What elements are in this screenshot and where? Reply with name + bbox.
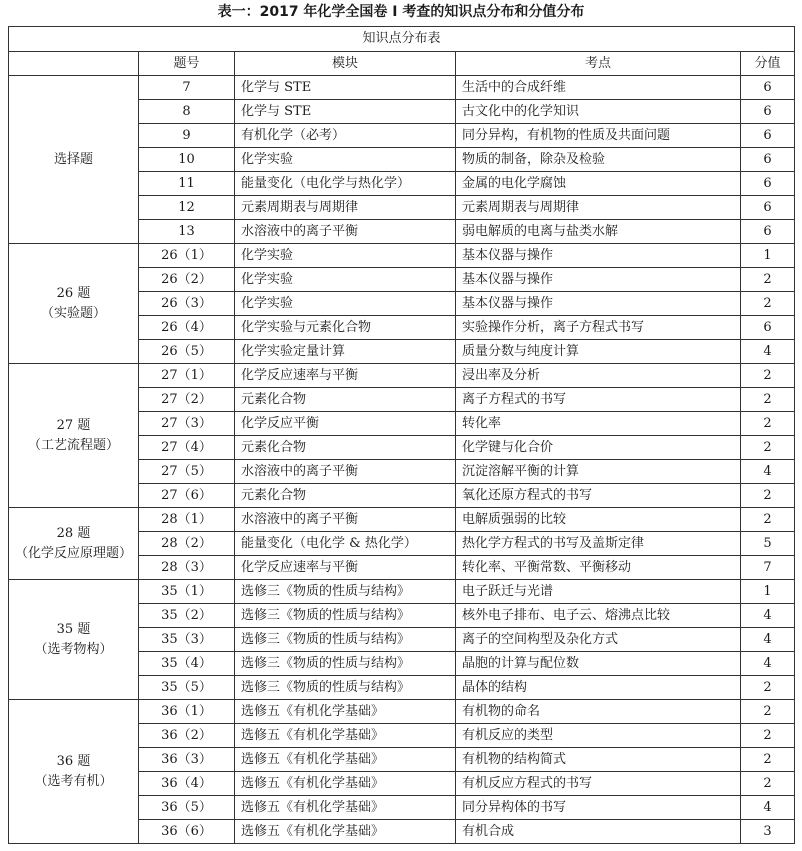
question-number: 28（1） [139, 508, 235, 532]
question-number: 36（3） [139, 748, 235, 772]
knowledge-distribution-table [8, 26, 795, 844]
question-number: 36（1） [139, 700, 235, 724]
section-label-line: 26 题 [56, 285, 91, 301]
point-cell: 有机反应方程式的书写 [456, 772, 741, 796]
score-cell: 6 [741, 100, 795, 124]
section-label-line: 27 题 [56, 417, 91, 433]
header-point: 考点 [456, 52, 741, 76]
point-cell: 离子的空间构型及杂化方式 [456, 628, 741, 652]
question-number: 27（2） [139, 388, 235, 412]
module-cell: 选修三《物质的性质与结构》 [235, 676, 456, 700]
score-cell: 5 [741, 532, 795, 556]
score-cell: 6 [741, 196, 795, 220]
question-number: 9 [139, 124, 235, 148]
module-cell: 水溶液中的离子平衡 [235, 460, 456, 484]
question-number: 28（3） [139, 556, 235, 580]
score-cell: 1 [741, 580, 795, 604]
module-cell: 元素周期表与周期律 [235, 196, 456, 220]
score-cell: 2 [741, 676, 795, 700]
question-number: 35（4） [139, 652, 235, 676]
score-cell: 4 [741, 604, 795, 628]
header-category [9, 52, 139, 76]
module-cell: 化学实验 [235, 292, 456, 316]
point-cell: 有机物的结构简式 [456, 748, 741, 772]
question-number: 36（5） [139, 796, 235, 820]
question-number: 35（2） [139, 604, 235, 628]
table-caption: 表一：2017 年化学全国卷 I 考查的知识点分布和分值分布 [217, 4, 585, 20]
score-cell: 2 [741, 412, 795, 436]
table-body [9, 76, 795, 844]
question-number: 8 [139, 100, 235, 124]
section-label [9, 76, 139, 244]
point-cell: 基本仪器与操作 [456, 244, 741, 268]
point-cell: 基本仪器与操作 [456, 292, 741, 316]
score-cell: 6 [741, 124, 795, 148]
point-cell: 实验操作分析，离子方程式书写 [456, 316, 741, 340]
section-label-line: （选考物构） [34, 641, 113, 657]
section-label-line: 35 题 [56, 621, 91, 637]
point-cell: 化学键与化合价 [456, 436, 741, 460]
question-number: 12 [139, 196, 235, 220]
module-cell: 选修五《有机化学基础》 [235, 796, 456, 820]
section-label [9, 580, 139, 700]
question-number: 10 [139, 148, 235, 172]
module-cell: 化学反应速率与平衡 [235, 364, 456, 388]
score-cell: 4 [741, 460, 795, 484]
section-label-line: 选择题 [53, 151, 93, 167]
score-cell: 6 [741, 316, 795, 340]
point-cell: 古文化中的化学知识 [456, 100, 741, 124]
module-cell: 元素化合物 [235, 388, 456, 412]
question-number: 7 [139, 76, 235, 100]
module-cell: 化学实验 [235, 244, 456, 268]
module-cell: 化学反应速率与平衡 [235, 556, 456, 580]
score-cell: 2 [741, 292, 795, 316]
module-cell: 化学实验 [235, 148, 456, 172]
point-cell: 物质的制备，除杂及检验 [456, 148, 741, 172]
score-cell: 1 [741, 244, 795, 268]
score-cell: 4 [741, 796, 795, 820]
point-cell: 浸出率及分析 [456, 364, 741, 388]
header-score: 分值 [741, 52, 795, 76]
point-cell: 基本仪器与操作 [456, 268, 741, 292]
question-number: 35（3） [139, 628, 235, 652]
score-cell: 2 [741, 484, 795, 508]
question-number: 36（6） [139, 820, 235, 844]
question-number: 26（3） [139, 292, 235, 316]
question-number: 11 [139, 172, 235, 196]
question-number: 35（1） [139, 580, 235, 604]
point-cell: 弱电解质的电离与盐类水解 [456, 220, 741, 244]
question-number: 26（4） [139, 316, 235, 340]
module-cell: 选修三《物质的性质与结构》 [235, 580, 456, 604]
score-cell: 2 [741, 724, 795, 748]
section-label-line: （实验题） [40, 305, 106, 321]
question-number: 27（6） [139, 484, 235, 508]
module-cell: 选修五《有机化学基础》 [235, 724, 456, 748]
table-row [9, 244, 795, 268]
module-cell: 水溶液中的离子平衡 [235, 220, 456, 244]
point-cell: 晶体的结构 [456, 676, 741, 700]
section-label-line: 28 题 [56, 525, 91, 541]
module-cell: 选修三《物质的性质与结构》 [235, 652, 456, 676]
score-cell: 2 [741, 772, 795, 796]
table-row [9, 364, 795, 388]
score-cell: 4 [741, 652, 795, 676]
module-cell: 选修五《有机化学基础》 [235, 772, 456, 796]
point-cell: 氧化还原方程式的书写 [456, 484, 741, 508]
module-cell: 能量变化（电化学与热化学） [235, 172, 456, 196]
point-cell: 有机反应的类型 [456, 724, 741, 748]
question-number: 35（5） [139, 676, 235, 700]
score-cell: 6 [741, 76, 795, 100]
table-row [9, 700, 795, 724]
section-label-line: 36 题 [56, 753, 91, 769]
module-cell: 化学实验与元素化合物 [235, 316, 456, 340]
module-cell: 能量变化（电化学 & 热化学） [235, 532, 456, 556]
section-label [9, 700, 139, 844]
score-cell: 6 [741, 220, 795, 244]
point-cell: 热化学方程式的书写及盖斯定律 [456, 532, 741, 556]
score-cell: 4 [741, 340, 795, 364]
module-cell: 选修五《有机化学基础》 [235, 748, 456, 772]
question-number: 28（2） [139, 532, 235, 556]
point-cell: 生活中的合成纤维 [456, 76, 741, 100]
score-cell: 6 [741, 148, 795, 172]
score-cell: 7 [741, 556, 795, 580]
table-row [9, 508, 795, 532]
module-cell: 化学实验 [235, 268, 456, 292]
section-label [9, 364, 139, 508]
table-title: 知识点分布表 [9, 27, 795, 52]
module-cell: 选修三《物质的性质与结构》 [235, 604, 456, 628]
table-row [9, 76, 795, 100]
question-number: 36（2） [139, 724, 235, 748]
score-cell: 3 [741, 820, 795, 844]
question-number: 27（4） [139, 436, 235, 460]
point-cell: 同分异构体的书写 [456, 796, 741, 820]
point-cell: 电子跃迁与光谱 [456, 580, 741, 604]
score-cell: 2 [741, 364, 795, 388]
module-cell: 化学与 STE [235, 100, 456, 124]
point-cell: 电解质强弱的比较 [456, 508, 741, 532]
point-cell: 离子方程式的书写 [456, 388, 741, 412]
module-cell: 选修五《有机化学基础》 [235, 820, 456, 844]
section-label [9, 244, 139, 364]
question-number: 13 [139, 220, 235, 244]
question-number: 27（5） [139, 460, 235, 484]
point-cell: 质量分数与纯度计算 [456, 340, 741, 364]
point-cell: 同分异构，有机物的性质及共面问题 [456, 124, 741, 148]
score-cell: 2 [741, 388, 795, 412]
question-number: 26（5） [139, 340, 235, 364]
section-label-line: （化学反应原理题） [14, 545, 132, 561]
score-cell: 2 [741, 268, 795, 292]
question-number: 27（1） [139, 364, 235, 388]
section-label-line: （工艺流程题） [27, 437, 119, 453]
point-cell: 有机合成 [456, 820, 741, 844]
module-cell: 选修三《物质的性质与结构》 [235, 628, 456, 652]
module-cell: 选修五《有机化学基础》 [235, 700, 456, 724]
point-cell: 有机物的命名 [456, 700, 741, 724]
score-cell: 2 [741, 700, 795, 724]
module-cell: 有机化学（必考） [235, 124, 456, 148]
point-cell: 转化率 [456, 412, 741, 436]
table-row [9, 580, 795, 604]
score-cell: 2 [741, 508, 795, 532]
module-cell: 化学反应平衡 [235, 412, 456, 436]
section-label [9, 508, 139, 580]
module-cell: 元素化合物 [235, 484, 456, 508]
point-cell: 金属的电化学腐蚀 [456, 172, 741, 196]
question-number: 26（2） [139, 268, 235, 292]
score-cell: 4 [741, 628, 795, 652]
module-cell: 化学实验定量计算 [235, 340, 456, 364]
point-cell: 元素周期表与周期律 [456, 196, 741, 220]
question-number: 27（3） [139, 412, 235, 436]
question-number: 26（1） [139, 244, 235, 268]
section-label-line: （选考有机） [34, 773, 113, 789]
point-cell: 沉淀溶解平衡的计算 [456, 460, 741, 484]
module-cell: 水溶液中的离子平衡 [235, 508, 456, 532]
score-cell: 6 [741, 172, 795, 196]
point-cell: 转化率、平衡常数、平衡移动 [456, 556, 741, 580]
point-cell: 晶胞的计算与配位数 [456, 652, 741, 676]
question-number: 36（4） [139, 772, 235, 796]
module-cell: 元素化合物 [235, 436, 456, 460]
header-module: 模块 [235, 52, 456, 76]
score-cell: 2 [741, 436, 795, 460]
module-cell: 化学与 STE [235, 76, 456, 100]
point-cell: 核外电子排布、电子云、熔沸点比较 [456, 604, 741, 628]
score-cell: 2 [741, 748, 795, 772]
header-number: 题号 [139, 52, 235, 76]
